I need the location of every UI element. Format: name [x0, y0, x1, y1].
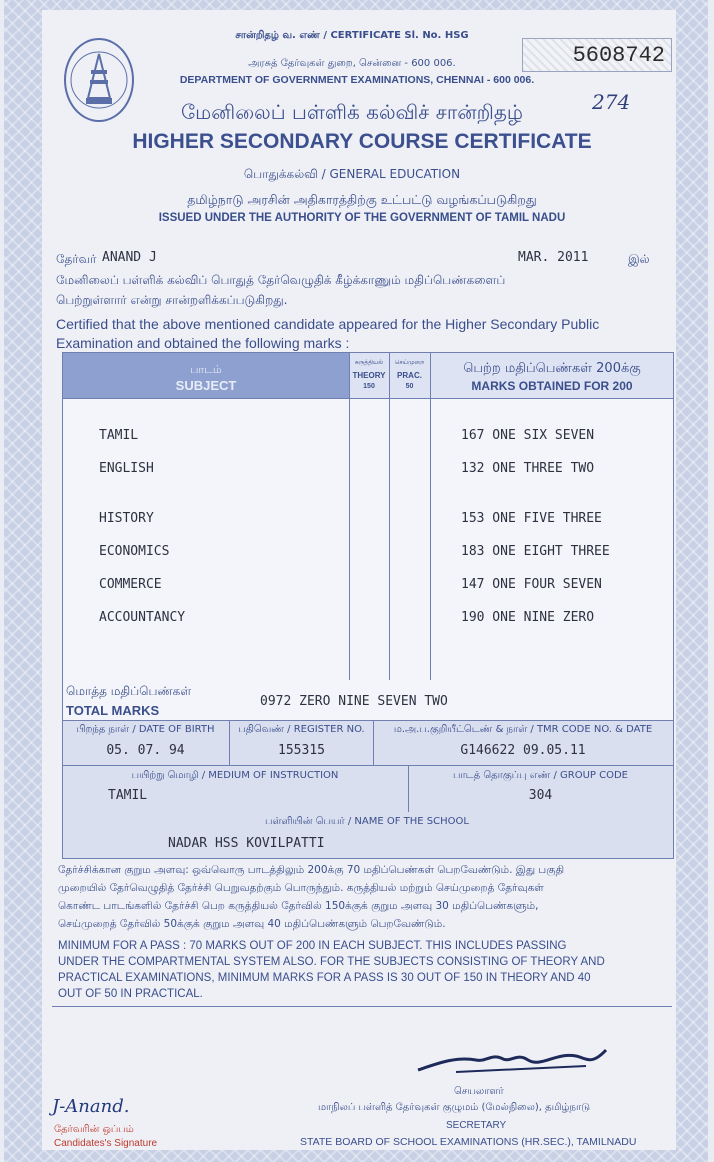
register-number: 155315	[278, 743, 325, 758]
marks-header: MARKS OBTAINED FOR 200	[471, 379, 633, 393]
subject-marks: 147 ONE FOUR SEVEN	[461, 577, 602, 592]
subject-name: ECONOMICS	[99, 544, 170, 559]
medium-of-instruction: TAMIL	[108, 788, 148, 803]
medium-label: பயிற்று மொழி / MEDIUM OF INSTRUCTION	[131, 770, 339, 781]
secretary-label-tamil: செயலாளர்	[454, 1086, 504, 1097]
group-code: 304	[528, 788, 553, 803]
authority-english: ISSUED UNDER THE AUTHORITY OF THE GOVERNMENT OF TAMIL NADU	[158, 212, 566, 224]
subject-header-tamil: பாடம்	[190, 363, 222, 376]
pass-rule-english-3: PRACTICAL EXAMINATIONS, MINIMUM MARKS FOR A PASS IS 30 OUT OF 150 IN THEORY AND 40	[58, 972, 591, 984]
theory-header: THEORY	[352, 371, 386, 380]
subject-name: HISTORY	[99, 511, 154, 526]
certificate-body	[42, 10, 676, 1150]
total-label-tamil: மொத்த மதிப்பெண்கள்	[66, 684, 192, 698]
secretary-label: SECRETARY	[446, 1120, 507, 1131]
subject-marks: 183 ONE EIGHT THREE	[461, 544, 610, 559]
serial-label: சான்றிதழ் வ. எண் / CERTIFICATE Sl. No. HSG	[235, 30, 469, 41]
total-label: TOTAL MARKS	[66, 703, 160, 718]
subject-marks: 190 ONE NINE ZERO	[461, 610, 595, 625]
candidate-signature-label: Candidates's Signature	[54, 1138, 158, 1149]
pass-rule-tamil-1: தேர்ச்சிக்கான குறும அளவு: ஒவ்வொரு பாடத்திலும் 200க்கு 70 மதிப்பெண்கள் பெறவேண்டும். இது பகுதி	[58, 864, 565, 876]
marks-header-tamil: பெற்ற மதிப்பெண்கள் 200க்கு	[463, 361, 641, 376]
prac-header-tamil: செய்முறை	[394, 359, 425, 366]
header-divider	[63, 398, 673, 399]
candidate-label: தேர்வர்	[56, 252, 97, 266]
pass-rule-tamil-3: கொண்ட பாடங்களில் தேர்ச்சி பெற கருத்தியல் தேர்வில் 150க்குக் குறும அளவு 30 மதிப்பெண்களும்,	[58, 900, 539, 912]
in-label: இல்	[628, 252, 650, 266]
subject-name: COMMERCE	[99, 577, 162, 592]
dob-label: பிறந்த நாள் / DATE OF BIRTH	[76, 724, 215, 735]
col-divider-3	[430, 353, 431, 681]
date-of-birth: 05. 07. 94	[106, 743, 185, 758]
subject-name: ACCOUNTANCY	[99, 610, 186, 625]
prac-header: PRAC.	[397, 371, 422, 380]
cert-english-line-1: Certified that the above mentioned candidate appeared for the Higher Secondary Public	[56, 316, 600, 332]
authority-tamil: தமிழ்நாடு அரசின் அதிகாரத்திற்கு உட்பட்டு வழங்கப்படுகிறது	[187, 192, 537, 207]
candidate-signature: J-Anand.	[52, 1096, 130, 1117]
subject-marks: 153 ONE FIVE THREE	[461, 511, 602, 526]
col-divider-1	[349, 353, 350, 681]
subject-marks: 132 ONE THREE TWO	[461, 461, 595, 476]
tmr-label: ம.அ.ப.குறியீட்டெண் & நாள் / TMR CODE NO. & DATE	[393, 724, 653, 735]
subject-header: SUBJECT	[175, 378, 237, 393]
secretary-signature	[416, 1042, 616, 1083]
marks-table	[62, 352, 674, 682]
handwritten-number: 274	[592, 90, 631, 114]
board-name-tamil: மாநிலப் பள்ளித் தேர்வுகள் குழுமம் (மேல்நிலை), தமிழ்நாடு	[318, 1102, 591, 1113]
pass-rule-english-4: OUT OF 50 IN PRACTICAL.	[58, 988, 203, 1000]
prac-max: 50	[405, 383, 414, 390]
stream-label: பொதுக்கல்வி / GENERAL EDUCATION	[243, 167, 461, 181]
exam-session: MAR. 2011	[518, 250, 589, 265]
candidate-signature-label-tamil: தேர்வரின் ஒப்பம்	[54, 1124, 134, 1135]
serial-number: 5608742	[522, 38, 672, 72]
candidate-name: ANAND J	[102, 250, 157, 265]
board-name: STATE BOARD OF SCHOOL EXAMINATIONS (HR.SEC.), TAMILNADU	[300, 1136, 637, 1148]
group-label: பாடத் தொகுப்பு எண் / GROUP CODE	[453, 770, 628, 781]
title-english: HIGHER SECONDARY COURSE CERTIFICATE	[132, 130, 592, 153]
total-marks: 0972 ZERO NINE SEVEN TWO	[260, 694, 448, 709]
col-divider-2	[389, 353, 390, 681]
cert-tamil-line-1: மேனிலைப் பள்ளிக் கல்விப் பொதுத் தேர்வெழுதிக் கீழ்க்காணும் மதிப்பெண்களைப்	[56, 273, 506, 287]
cert-english-line-2: Examination and obtained the following marks :	[56, 335, 350, 351]
tmr-code: G146622 09.05.11	[460, 743, 586, 758]
subject-marks: 167 ONE SIX SEVEN	[461, 428, 595, 443]
dept-tamil: அரசுத் தேர்வுகள் துறை, சென்னை - 600 006.	[248, 58, 456, 69]
pass-rule-tamil-4: செய்முறைத் தேர்வில் 50க்குக் குறும அளவு 40 மதிப்பெண்களும் பெறவேண்டும்.	[58, 918, 446, 930]
pass-rule-tamil-2: முறையில் தேர்வெழுதித் தேர்ச்சி பெறுவதற்கும் பொருந்தும். கருத்தியல் மற்றும் செய்முறைத் தேர்வுகள்	[58, 882, 544, 894]
dept-english: DEPARTMENT OF GOVERNMENT EXAMINATIONS, CHENNAI - 600 006.	[179, 74, 535, 86]
subject-name: TAMIL	[99, 428, 139, 443]
pass-rule-english-1: MINIMUM FOR A PASS : 70 MARKS OUT OF 200 IN EACH SUBJECT. THIS INCLUDES PASSING	[58, 940, 567, 952]
theory-max: 150	[363, 383, 375, 390]
school-name: NADAR HSS KOVILPATTI	[168, 836, 325, 851]
subject-name: ENGLISH	[99, 461, 154, 476]
cert-tamil-line-2: பெற்றுள்ளார் என்று சான்றளிக்கப்படுகிறது.	[56, 293, 288, 307]
pass-rule-english-2: UNDER THE COMPARTMENTAL SYSTEM ALSO. FOR THE SUBJECTS CONSISTING OF THEORY AND	[58, 956, 605, 968]
theory-header-tamil: கருத்தியல்	[354, 359, 384, 366]
school-label: பள்ளியின் பெயர் / NAME OF THE SCHOOL	[265, 816, 469, 827]
title-tamil: மேனிலைப் பள்ளிக் கல்விச் சான்றிதழ்	[180, 100, 523, 124]
register-label: பதிவெண் / REGISTER NO.	[238, 724, 365, 735]
certificate-border	[4, 0, 708, 1162]
